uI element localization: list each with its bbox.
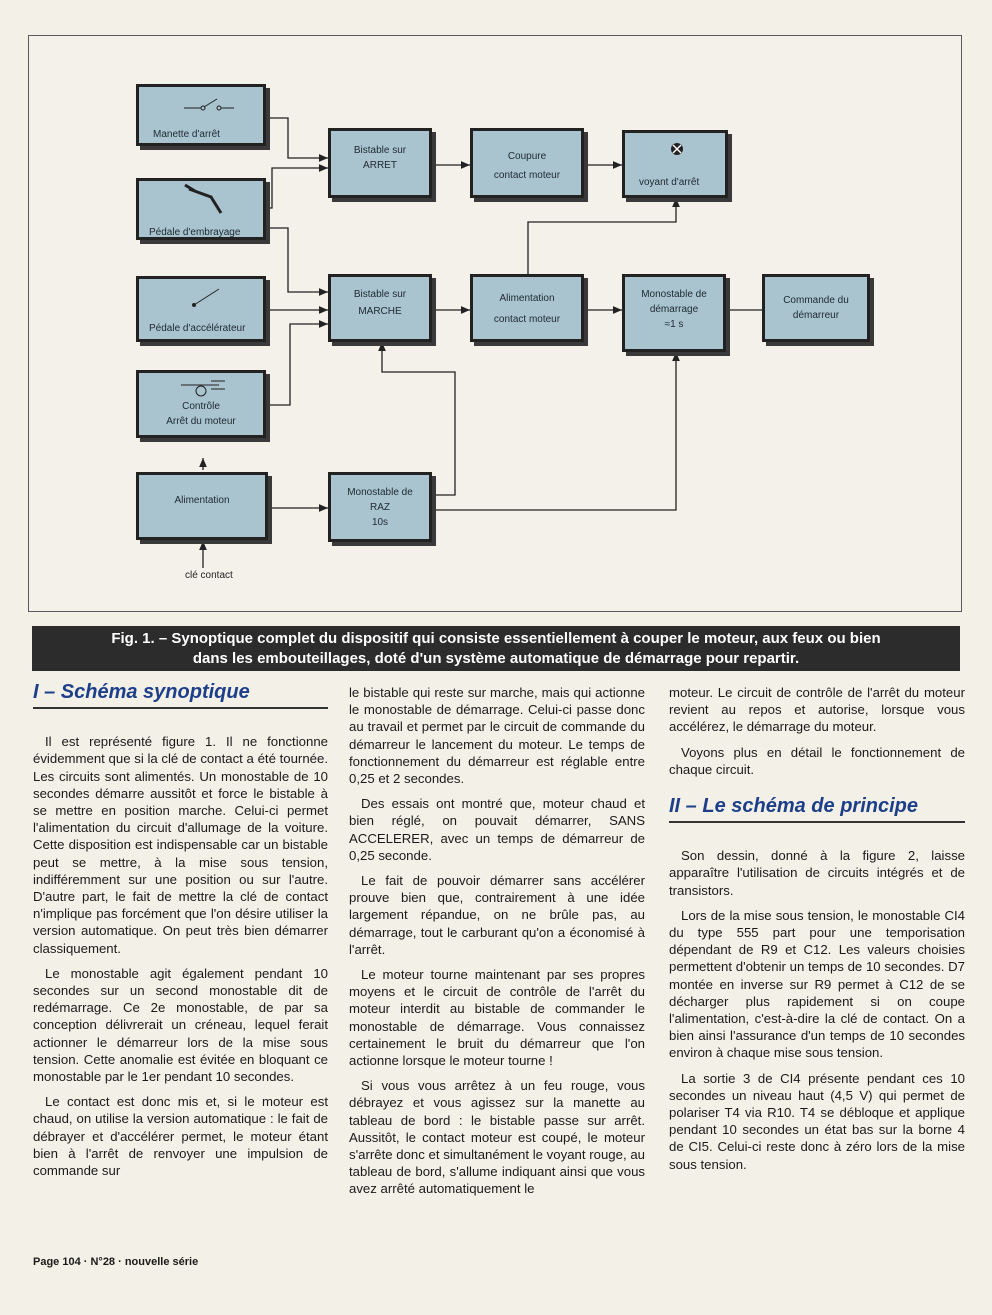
block-label: Coupure: [507, 151, 547, 162]
block-label: Pédale d'embrayage: [149, 227, 241, 238]
block-manette-arret: [136, 84, 266, 146]
block-label: Alimentation: [499, 293, 555, 304]
block-monostable-raz: [328, 472, 432, 542]
block-commande-demarreur: [762, 274, 870, 342]
paragraph: La sortie 3 de CI4 présente pendant ces 10 secondes un niveau haut (4,5 V) qui permet de polariser T4 via R10. T4 se débloque et applique pendant 10 secondes un état bas sur la borne 4 de CI5. Celui-ci reste donc à zéro lors de la mise sous tension.: [669, 1070, 965, 1172]
block-bistable-marche: [328, 274, 432, 342]
paragraph: Il est représenté figure 1. Il ne fonctionne évidemment que si la clé de contact a été tournée. Les circuits sont alimentés. Un monostable de 10 secondes démarre aussitôt et force le bistable à se mettre en position marche. Celui-ci permet l'alimentation du circuit d'allumage de la voiture. Cette disposition est indispensable car un bistable peut se mettre, à la mise sous tension, indifféremment sur une position ou sur l'autre. D'autre part, le fait de mettre la clé de contact n'implique pas forcément que l'on désire utiliser la version automatique. On peut très bien démarrer classiquement.: [33, 734, 328, 956]
paragraph: le bistable qui reste sur marche, mais qui actionne le monostable de démarrage. Celui-ci passe donc au travail et permet par le circuit de commande du démarreur le lancement du moteur. Le temps de fonctionnement du démarreur est réglable entre 0,25 et 2 secondes.: [349, 685, 645, 787]
section-heading: II – Le schéma de principe: [669, 798, 965, 823]
block-label: Alimentation: [174, 495, 230, 506]
pedal-icon: [189, 283, 229, 311]
block-label: 10s: [371, 517, 389, 528]
block-label: Monostable de: [347, 487, 413, 498]
paragraph: Le fait de pouvoir démarrer sans accélérer prouve bien que, contrairement à une idée largement répandue, on ne brûle pas, au démarrage, tout le carburant qu'on a économisé à l'arrêt.: [349, 873, 645, 957]
section-heading: I – Schéma synoptique: [33, 684, 328, 709]
block-alimentation-contact: [470, 274, 584, 342]
page-footer: Page 104 · N°28 · nouvelle série: [33, 1256, 199, 1268]
column-1: [33, 681, 328, 1187]
block-pedale-accelerateur: [136, 276, 266, 342]
block-label: ARRET: [363, 160, 397, 171]
sensor-icon: [179, 377, 229, 399]
block-pedale-embrayage: [136, 178, 266, 240]
block-label: démarreur: [792, 310, 840, 321]
block-label: Pédale d'accélérateur: [149, 323, 246, 334]
paragraph: Lors de la mise sous tension, le monostable CI4 du type 555 part pour une temporisation dépendant de R9 et C12. Les valeurs choisies permettent d'obtenir un temps de 10 secondes. D7 montée en inverse sur R9 permet à C12 de se décharger plus rapidement si on coupe l'alimentation, c'est-à-dire la clé de contact. On a bien ainsi l'assurance d'un temps de 10 secondes environ à chaque mise sous tension.: [669, 907, 965, 1061]
block-label: Contrôle: [182, 401, 220, 412]
block-label: Commande du: [783, 295, 849, 306]
cle-contact-label: clé contact: [185, 570, 233, 581]
paragraph: Des essais ont montré que, moteur chaud et bien réglé, on pouvait démarrer, SANS ACCELERER, avec un temps de démarreur de 0,25 seconde.: [349, 796, 645, 863]
block-alimentation: [136, 472, 268, 540]
figure-caption: [32, 626, 960, 671]
block-label: contact moteur: [493, 314, 561, 325]
pedal-icon: [181, 183, 231, 219]
block-monostable-demarrage: [622, 274, 726, 352]
caption-line: dans les embouteillages, doté d'un système automatique de démarrage pour repartir.: [192, 650, 800, 667]
paragraph: Le contact est donc mis et, si le moteur est chaud, on utilise la version automatique : le fait de débrayer et d'accélérer permet, le moteur étant bien à l'arrêt de renvoyer une impulsion de commande sur: [33, 1094, 328, 1179]
paragraph: Son dessin, donné à la figure 2, laisse apparaître l'utilisation de circuits intégrés et de transistors.: [669, 848, 965, 898]
block-label: Manette d'arrêt: [153, 129, 220, 140]
paragraph: Voyons plus en détail le fonctionnement de chaque circuit.: [669, 744, 965, 777]
paragraph: Le moteur tourne maintenant par ses propres moyens et le circuit de contrôle de l'arrêt du moteur interdit au bistable de commander le monostable de démarrage. Vous connaissez certainement le bruit du démarreur que l'on actionne lorsque le moteur tourne !: [349, 967, 645, 1069]
switch-icon: [179, 93, 239, 115]
column-3: [669, 684, 965, 1181]
block-label: contact moteur: [493, 170, 561, 181]
paragraph: Si vous vous arrêtez à un feu rouge, vous débrayez et vous agissez sur la manette au tableau de bord : le bistable passe sur arrêt. Aussitôt, le contact moteur est coupé, le moteur s'arrête donc et simultanément le voyant rouge, au tableau de bord, s'allume indiquant ainsi que vous avez arrêté automatiquement le: [349, 1078, 645, 1197]
block-label: Arrêt du moteur: [166, 416, 236, 427]
block-coupure-contact: [470, 128, 584, 198]
block-label: Bistable sur: [353, 145, 407, 156]
block-bistable-arret: [328, 128, 432, 198]
block-label: ≈1 s: [664, 319, 684, 330]
paragraph: moteur. Le circuit de contrôle de l'arrêt du moteur revient au repos et autorise, lorsque vous accélérez, le démarrage du moteur.: [669, 685, 965, 735]
block-label: MARCHE: [358, 306, 402, 317]
caption-line: Fig. 1. – Synoptique complet du dispositif qui consiste essentiellement à couper le moteur, aux feux ou bien: [111, 630, 881, 647]
block-label: RAZ: [370, 502, 390, 513]
block-controle-arret-moteur: [136, 370, 266, 438]
paragraph: Le monostable agit également pendant 10 secondes sur un second monostable dit de redémarrage. Ce 2e monostable, de par sa conception délivrerait un créneau, lequel ferait actionner le démarreur lors de la mise sous tension. Cette anomalie est évitée en bloquant ce monostable par le 1er pendant 10 secondes.: [33, 965, 328, 1085]
column-2: [349, 684, 645, 1206]
block-label: Bistable sur: [353, 289, 407, 300]
block-voyant-arret: [622, 130, 728, 198]
block-label: démarrage: [649, 304, 699, 315]
lamp-icon: [669, 141, 685, 157]
block-label: Monostable de: [641, 289, 707, 300]
block-label: voyant d'arrêt: [639, 177, 700, 188]
